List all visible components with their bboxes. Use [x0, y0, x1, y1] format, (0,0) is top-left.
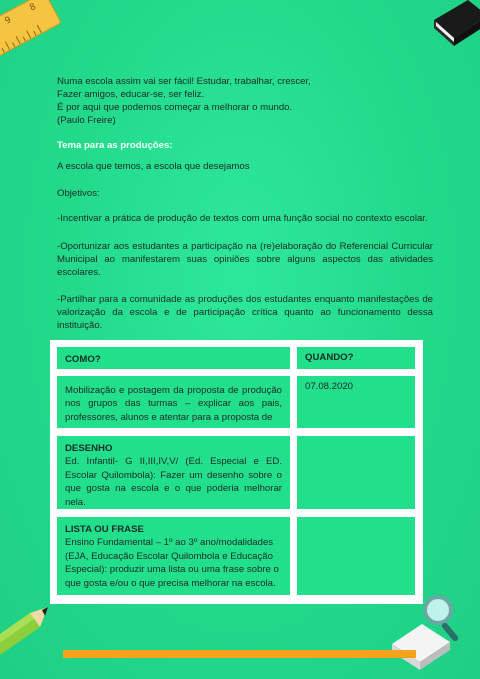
- pencil-icon: [0, 601, 60, 661]
- poem-line: Fazer amigos, educar-se, ser feliz.: [57, 89, 205, 100]
- table-row: [57, 436, 290, 509]
- ruler-number: 9: [3, 15, 14, 27]
- book-icon: [428, 0, 480, 50]
- objective-item: -Partilhar para a comunidade as produções dos estudantes enquanto manifestações de valorização da escola e de participação crítica quanto ao funcionamento dessa instituição.: [57, 294, 433, 332]
- row3-text: Ensino Fundamental – 1º ao 3º ano/modalidades (EJA, Educação Escolar Quilombola e Educação Especial): produzir uma lista ou uma frase sobre o que gosta e/ou o que precisa melhorar na escola.: [65, 537, 279, 589]
- table-row: [57, 517, 290, 595]
- poem-author: (Paulo Freire): [57, 115, 116, 126]
- header-como: [57, 347, 290, 369]
- row1-date: 07.08.2020: [305, 381, 354, 392]
- row2-title: DESENHO: [65, 443, 113, 454]
- poem-block: [57, 75, 437, 127]
- ruler-number: [0, 22, 1, 34]
- row2-text: Ed. Infantil- G II,III,IV,V/ (Ed. Especial e ED. Escolar Quilombola): Fazer um desenho sobre o que gosta na escola e o que poderia melhorar nela.: [65, 456, 282, 508]
- poem-line: É por aqui que podemos começar a melhorar o mundo.: [57, 102, 293, 113]
- poem-line: Numa escola assim vai ser fácil! Estudar, trabalhar, crescer,: [57, 76, 311, 87]
- schedule-table: [50, 340, 423, 604]
- objective-item: -Oportunizar aos estudantes a participação na (re)elaboração do Referencial Curricular Municipal ao manifestarem suas opiniões sobre alguns aspectos das atividades escolares.: [57, 241, 433, 279]
- table-row: [57, 376, 290, 428]
- objectives-title: Objetivos:: [57, 188, 100, 199]
- footer-accent-bar: [63, 650, 416, 658]
- row3-title: LISTA OU FRASE: [65, 524, 144, 535]
- theme-text: A escola que temos, a escola que desejamos: [57, 161, 250, 172]
- table-empty-cell: [297, 436, 415, 509]
- table-empty-cell: [297, 517, 415, 595]
- magnifier-icon: [418, 592, 468, 648]
- header-quando-label: QUANDO?: [305, 352, 354, 363]
- table-date-cell: [297, 376, 415, 428]
- header-como-label: COMO?: [65, 354, 101, 365]
- ruler-number: 8: [28, 2, 38, 14]
- row1-text: Mobilização e postagem da proposta de produção nos grupos das turmas – explicar aos pais, professores, alunos e atentar para a proposta de: [65, 385, 282, 423]
- header-quando: [297, 347, 415, 369]
- ruler-icon: [0, 0, 62, 61]
- theme-label: Tema para as produções:: [57, 140, 173, 151]
- objective-item: -Incentivar a prática de produção de textos com uma função social no contexto escolar.: [57, 213, 428, 224]
